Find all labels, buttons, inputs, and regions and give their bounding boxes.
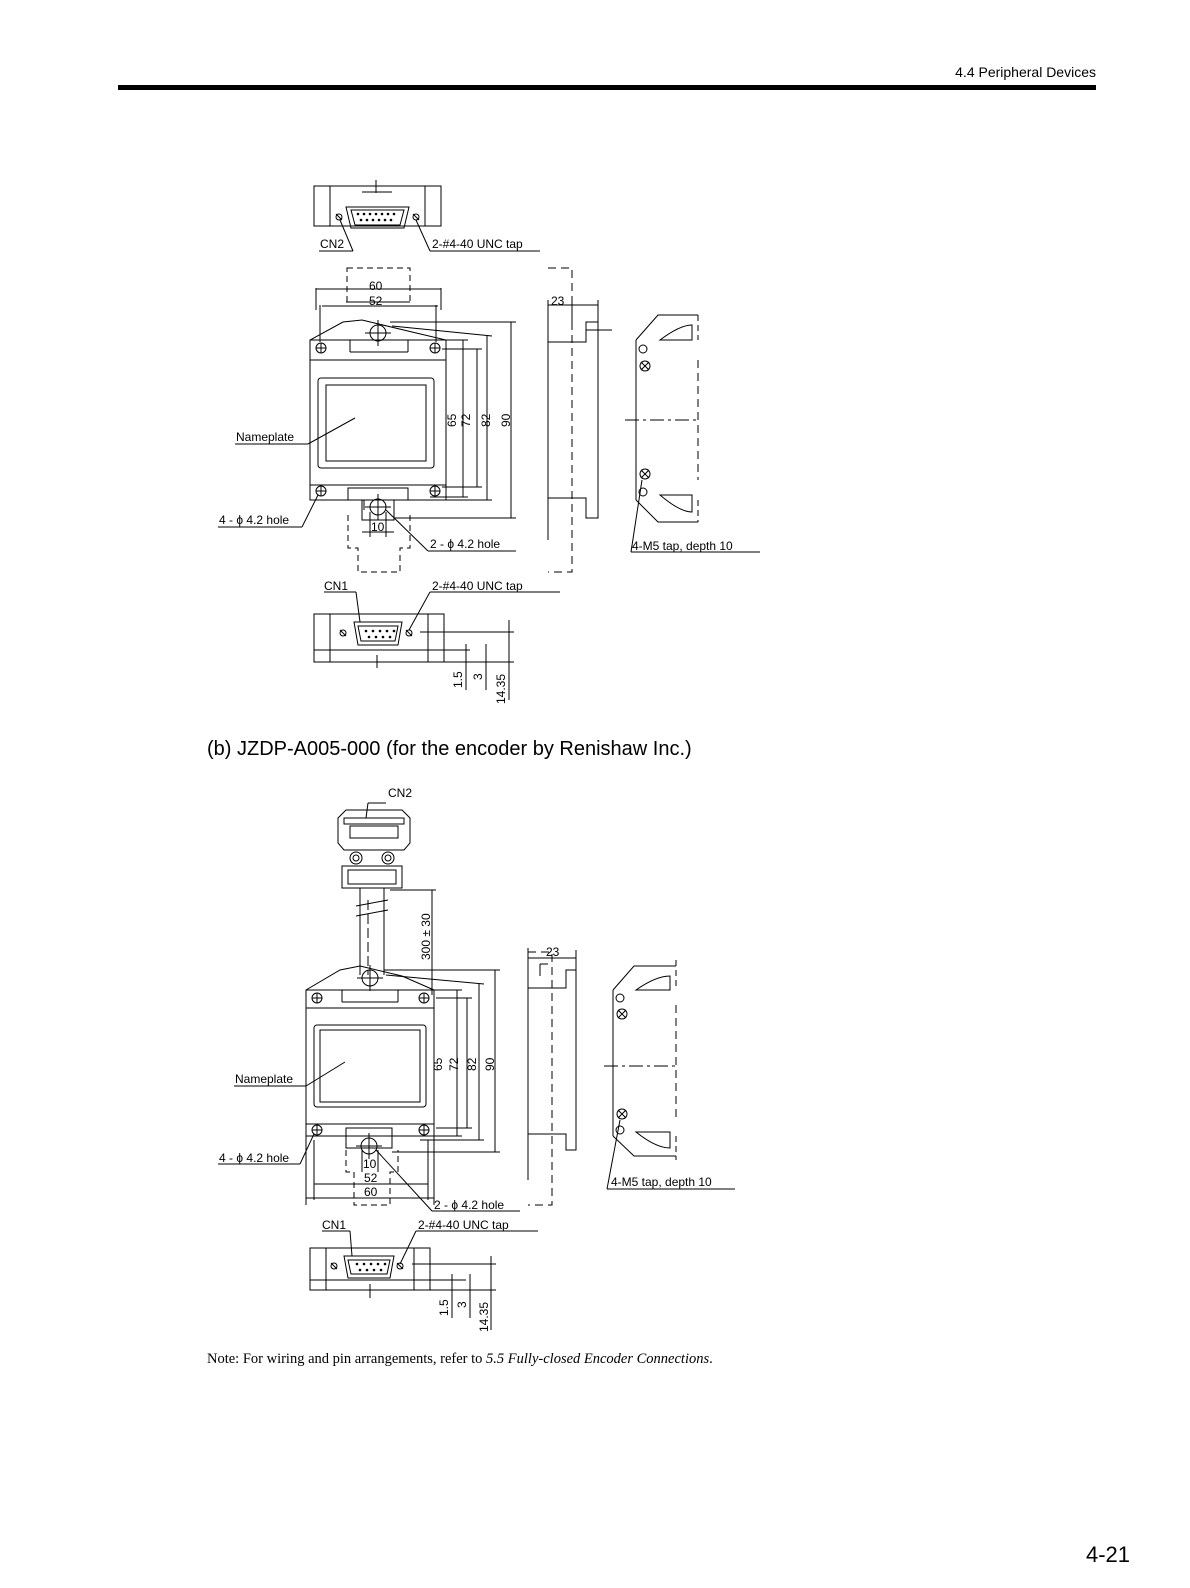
side-view [548,268,612,572]
dim-23: 23 [551,294,565,308]
hole4-label: 4 - ϕ 4.2 hole [219,513,290,527]
dim-90: 90 [499,413,513,427]
rear-view-b [604,960,735,1189]
running-header: 4.4 Peripheral Devices [955,64,1096,80]
dim-14-35-b: 14.35 [477,1301,491,1332]
dim-72-b: 72 [447,1057,461,1071]
section-b-title: (b) JZDP-A005-000 (for the encoder by Renishaw Inc.) [207,738,692,760]
dim-72: 72 [459,413,473,427]
dim-3-b: 3 [455,1301,469,1308]
cn1-label-b: CN1 [322,1218,347,1232]
dim-52: 52 [369,294,383,308]
cn1-label: CN1 [324,579,349,593]
dim-82: 82 [479,413,493,427]
dim-52-b: 52 [364,1171,378,1185]
nameplate-label: Nameplate [236,430,295,444]
dim-65: 65 [445,413,459,427]
hole4-label-b: 4 - ϕ 4.2 hole [219,1151,290,1165]
hole2-label: 2 - ϕ 4.2 hole [430,537,501,551]
m5-tap-label-b: 4-M5 tap, depth 10 [611,1175,712,1189]
rear-view [625,315,760,552]
nameplate-label-b: Nameplate [235,1072,294,1086]
dim-60: 60 [369,279,383,293]
cn2-label: CN2 [320,237,345,251]
cn1-bottom-view-b [310,1231,538,1330]
cn1-tap-label: 2-#4-40 UNC tap [432,579,523,593]
figure-b [218,786,735,1332]
cn2-label-b: CN2 [388,786,413,800]
side-view-b [528,948,576,1205]
dim-65-b: 65 [431,1057,445,1071]
dim-10: 10 [371,520,385,534]
dim-14-35: 14.35 [494,673,508,704]
cn2-connector [338,786,436,995]
dim-10-b: 10 [363,1157,377,1171]
note-reference: 5.5 Fully-closed Encoder Connections [486,1351,710,1367]
dim-1-5: 1.5 [451,671,465,688]
cn2-tap-label: 2-#4-40 UNC tap [432,237,523,251]
hole2-label-b: 2 - ϕ 4.2 hole [434,1198,505,1212]
note-prefix: Note: For wiring and pin arrangements, refer to [207,1351,487,1367]
dim-90-b: 90 [483,1057,497,1071]
m5-tap-label: 4-M5 tap, depth 10 [632,539,733,553]
cable-length: 300 ± 30 [419,913,433,960]
note-suffix: . [709,1351,713,1367]
figure-a [218,180,760,704]
dim-3: 3 [471,673,485,680]
dim-23-b: 23 [546,945,560,959]
wiring-note [207,1351,713,1368]
page-number: 4-21 [1085,1542,1130,1567]
dim-1-5-b: 1.5 [437,1299,451,1316]
cn1-tap-label-b: 2-#4-40 UNC tap [418,1218,509,1232]
dim-82-b: 82 [465,1057,479,1071]
dim-60-b: 60 [364,1185,378,1199]
cn1-bottom-view [314,592,560,700]
